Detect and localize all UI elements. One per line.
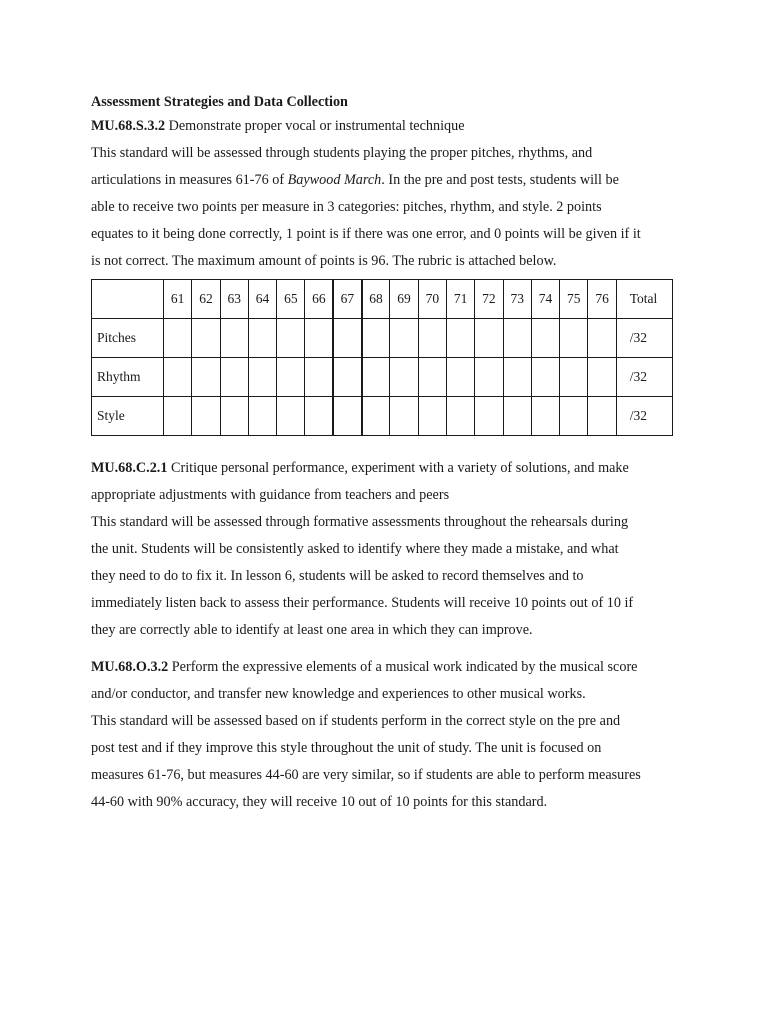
- standard-1-line-5: is not correct. The maximum amount of points is 96. The rubric is attached below.: [91, 253, 557, 269]
- standard-1-line-2a: articulations in measures 61-76 of: [91, 172, 288, 188]
- standard-3-title-line-1: [91, 657, 681, 684]
- standard-1-title: Demonstrate proper vocal or instrumental technique: [165, 118, 465, 134]
- document-page: [91, 92, 681, 819]
- rubric-row-total: /32: [616, 397, 672, 436]
- measure-header: 74: [531, 280, 559, 319]
- rubric-row-style: [92, 397, 673, 436]
- score-cell: [248, 397, 276, 436]
- score-cell: [192, 397, 220, 436]
- score-cell: [362, 319, 390, 358]
- standard-1-title-line: [91, 116, 681, 143]
- standard-3-code: MU.68.O.3.2: [91, 659, 169, 675]
- rubric-row-pitches: [92, 319, 673, 358]
- score-cell: [560, 358, 588, 397]
- standard-3-title-line-2: and/or conductor, and transfer new knowledge and experiences to other musical works.: [91, 686, 586, 702]
- standard-3-line-4: 44-60 with 90% accuracy, they will receive 10 out of 10 points for this standard.: [91, 794, 548, 810]
- measure-header: 65: [277, 280, 305, 319]
- score-cell: [164, 319, 192, 358]
- score-cell: [475, 358, 503, 397]
- score-cell: [531, 319, 559, 358]
- measure-header: 69: [390, 280, 418, 319]
- score-cell: [531, 358, 559, 397]
- score-cell: [220, 319, 248, 358]
- standard-3: [91, 657, 681, 819]
- standard-2-line-3: they need to do to fix it. In lesson 6, students will be asked to record themselves and to: [91, 568, 584, 584]
- score-cell: [362, 358, 390, 397]
- measure-header: 64: [248, 280, 276, 319]
- score-cell: [164, 397, 192, 436]
- score-cell: [588, 319, 616, 358]
- standard-3-line-1: This standard will be assessed based on if students perform in the correct style on the pre and: [91, 713, 621, 729]
- score-cell: [305, 319, 333, 358]
- score-cell: [164, 358, 192, 397]
- section-heading: Assessment Strategies and Data Collection: [91, 94, 348, 110]
- rubric-row-label: Rhythm: [92, 358, 164, 397]
- score-cell: [277, 319, 305, 358]
- standard-1-line-1: This standard will be assessed through students playing the proper pitches, rhythms, and: [91, 145, 593, 161]
- score-cell: [220, 358, 248, 397]
- score-cell: [503, 397, 531, 436]
- score-cell: [220, 397, 248, 436]
- rubric-row-total: /32: [616, 358, 672, 397]
- rubric-row-rhythm: [92, 358, 673, 397]
- score-cell: [503, 358, 531, 397]
- score-cell: [531, 397, 559, 436]
- score-cell: [192, 319, 220, 358]
- score-cell: [418, 319, 446, 358]
- standard-2-title-1: Critique personal performance, experiment with a variety of solutions, and make: [167, 460, 629, 476]
- measure-header: 75: [560, 280, 588, 319]
- standard-2: [91, 458, 681, 647]
- standard-2-code: MU.68.C.2.1: [91, 460, 168, 476]
- rubric-table: [91, 279, 673, 436]
- score-cell: [560, 319, 588, 358]
- score-cell: [277, 358, 305, 397]
- standard-1-code: MU.68.S.3.2: [91, 118, 166, 134]
- score-cell: [446, 319, 474, 358]
- standard-2-line-4: immediately listen back to assess their performance. Students will receive 10 points out of 10 if: [91, 595, 634, 611]
- standard-1-line-2b: . In the pre and post tests, students will be: [381, 172, 619, 188]
- measure-header: 73: [503, 280, 531, 319]
- score-cell: [588, 358, 616, 397]
- score-cell: [446, 397, 474, 436]
- measure-header: 71: [446, 280, 474, 319]
- standard-2-line-5: they are correctly able to identify at least one area in which they can improve.: [91, 622, 533, 638]
- rubric-row-label: Pitches: [92, 319, 164, 358]
- standard-3-title-1: Perform the expressive elements of a musical work indicated by the musical score: [168, 659, 638, 675]
- standard-1: [91, 116, 681, 273]
- rubric-row-label: Style: [92, 397, 164, 436]
- section-gap: [91, 647, 681, 657]
- score-cell: [390, 319, 418, 358]
- piece-title: Baywood March: [287, 172, 382, 188]
- standard-1-line-3: able to receive two points per measure in 3 categories: pitches, rhythm, and style. 2 points: [91, 199, 602, 215]
- standard-2-title-line-1: [91, 458, 681, 485]
- score-cell: [390, 358, 418, 397]
- measure-header: 63: [220, 280, 248, 319]
- score-cell: [248, 358, 276, 397]
- rubric-corner-cell: [92, 280, 164, 319]
- score-cell: [305, 358, 333, 397]
- score-cell: [277, 397, 305, 436]
- standard-3-line-2: post test and if they improve this style throughout the unit of study. The unit is focused on: [91, 740, 602, 756]
- score-cell: [560, 397, 588, 436]
- measure-header: 76: [588, 280, 616, 319]
- score-cell: [390, 397, 418, 436]
- score-cell: [305, 397, 333, 436]
- measure-header: 62: [192, 280, 220, 319]
- score-cell: [333, 319, 361, 358]
- score-cell: [475, 397, 503, 436]
- standard-2-line-2: the unit. Students will be consistently asked to identify where they made a mistake, and what: [91, 541, 619, 557]
- score-cell: [362, 397, 390, 436]
- measure-header: 67: [333, 280, 361, 319]
- score-cell: [418, 358, 446, 397]
- score-cell: [503, 319, 531, 358]
- score-cell: [192, 358, 220, 397]
- score-cell: [588, 397, 616, 436]
- score-cell: [446, 358, 474, 397]
- standard-3-line-3: measures 61-76, but measures 44-60 are very similar, so if students are able to perform measures: [91, 767, 641, 783]
- score-cell: [333, 397, 361, 436]
- standard-1-line-4: equates to it being done correctly, 1 point is if there was one error, and 0 points will be given if it: [91, 226, 641, 242]
- score-cell: [248, 319, 276, 358]
- measure-header: 68: [362, 280, 390, 319]
- measure-header: 66: [305, 280, 333, 319]
- measure-header: 61: [164, 280, 192, 319]
- measure-header: 72: [475, 280, 503, 319]
- rubric-header-row: [92, 280, 673, 319]
- score-cell: [333, 358, 361, 397]
- standard-2-title-line-2: appropriate adjustments with guidance from teachers and peers: [91, 487, 450, 503]
- score-cell: [418, 397, 446, 436]
- score-cell: [475, 319, 503, 358]
- standard-1-line-2: [91, 170, 681, 197]
- measure-header: 70: [418, 280, 446, 319]
- standard-2-line-1: This standard will be assessed through formative assessments throughout the rehearsals during: [91, 514, 629, 530]
- total-header: Total: [616, 280, 672, 319]
- rubric-row-total: /32: [616, 319, 672, 358]
